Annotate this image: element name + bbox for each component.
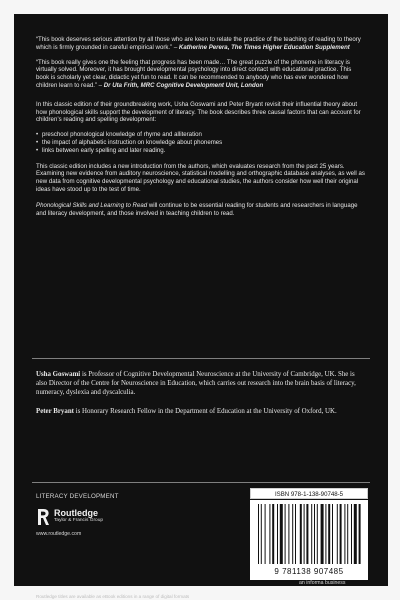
routledge-logo-icon bbox=[36, 508, 50, 526]
review-quote-2 bbox=[36, 59, 366, 90]
author-name-1: Usha Goswami bbox=[36, 371, 81, 378]
author-bios bbox=[36, 370, 366, 416]
factor-item: • links between early spelling and later reading. bbox=[36, 147, 366, 155]
publisher-group: Taylor & Francis Group bbox=[54, 518, 104, 523]
review-quote-2-source: Dr Uta Frith, MRC Cognitive Development Unit, London bbox=[103, 81, 264, 89]
new-edition-paragraph: This classic edition includes a new introduction from the authors, which evaluates research from the past 25 years. Examining new evidence from auditory neuroscience, statistical modelling and orthographic database analyses, as well as new data from cognitive developmental psychology and educational studies, the authors consider how well their original ideas have stood up to the test of time. bbox=[36, 162, 365, 193]
factor-item: • the impact of alphabetic instruction on knowledge about phonemes bbox=[36, 139, 366, 147]
publisher-logo bbox=[36, 508, 206, 526]
publisher-website: www.routledge.com bbox=[36, 531, 82, 537]
ebook-footnote: Routledge titles are available as eBook editions in a range of digital formats bbox=[36, 594, 190, 599]
informa-tagline: an informa business bbox=[299, 580, 346, 586]
book-title-inline: Phonological Skills and Learning to Read bbox=[36, 201, 148, 209]
publisher-logo-text bbox=[54, 508, 103, 524]
barcode-digits: 9 781138 907485 bbox=[274, 567, 344, 576]
back-cover-text bbox=[36, 36, 366, 217]
barcode bbox=[250, 500, 368, 580]
author-bio-2 bbox=[36, 407, 366, 416]
author-bio-2-text: is Honorary Research Fellow in the Department of Education at the University of Oxford, UK. bbox=[73, 408, 337, 416]
barcode-bars bbox=[250, 500, 368, 568]
publisher-name: Routledge bbox=[54, 508, 98, 518]
back-cover bbox=[14, 14, 388, 599]
author-bio-1-text: is Professor of Cognitive Developmental Neuroscience at the University of Cambridge, UK. She is also Director of the Centre for Neuroscience in Education, which carries out research into the brain basis of literacy, numeracy, dyslexia and dyscalculia. bbox=[36, 371, 356, 397]
divider-rule-bottom bbox=[32, 482, 370, 483]
review-quote-1-source: Katherine Perera, The Times Higher Education Supplement bbox=[178, 43, 350, 51]
divider-rule bbox=[32, 358, 370, 359]
review-quote-1-text: “This book deserves serious attention by all those who are keen to relate the practice of the teaching of reading to theory which is firmly grounded in careful empirical work.” – bbox=[36, 36, 361, 51]
factors-list bbox=[36, 131, 366, 154]
review-quote-2-text: “This book really gives one the feeling that progress has been made… The great puzzle of the phoneme in literacy is virtually solved. Moreover, it has brought developmental psychology into direct contact with educational practice. This book is scholarly yet clear, didactic yet fun to read. It can be recommended to anybody who has ever wondered how children learn to read.” – bbox=[36, 58, 352, 89]
publisher-block bbox=[36, 493, 206, 537]
barcode-area bbox=[250, 488, 368, 580]
factor-item: • preschool phonological knowledge of rhyme and alliteration bbox=[36, 131, 366, 139]
closing-paragraph-text: will continue to be essential reading for students and researchers in language and literacy development, and those involved in teaching children to read. bbox=[36, 201, 358, 217]
author-bio-1 bbox=[36, 370, 366, 397]
review-quote-1 bbox=[36, 36, 366, 52]
author-name-2: Peter Bryant bbox=[36, 408, 74, 416]
isbn-label: ISBN 978-1-138-90748-5 bbox=[250, 488, 368, 499]
series-name: LITERACY DEVELOPMENT bbox=[36, 493, 119, 500]
closing-paragraph bbox=[36, 202, 366, 218]
intro-paragraph: In this classic edition of their groundbreaking work, Usha Goswami and Peter Bryant revisit their influential theory about how phonological skills support the development of literacy. The book describes three causal factors that can account for children’s reading and spelling development: bbox=[36, 100, 361, 124]
